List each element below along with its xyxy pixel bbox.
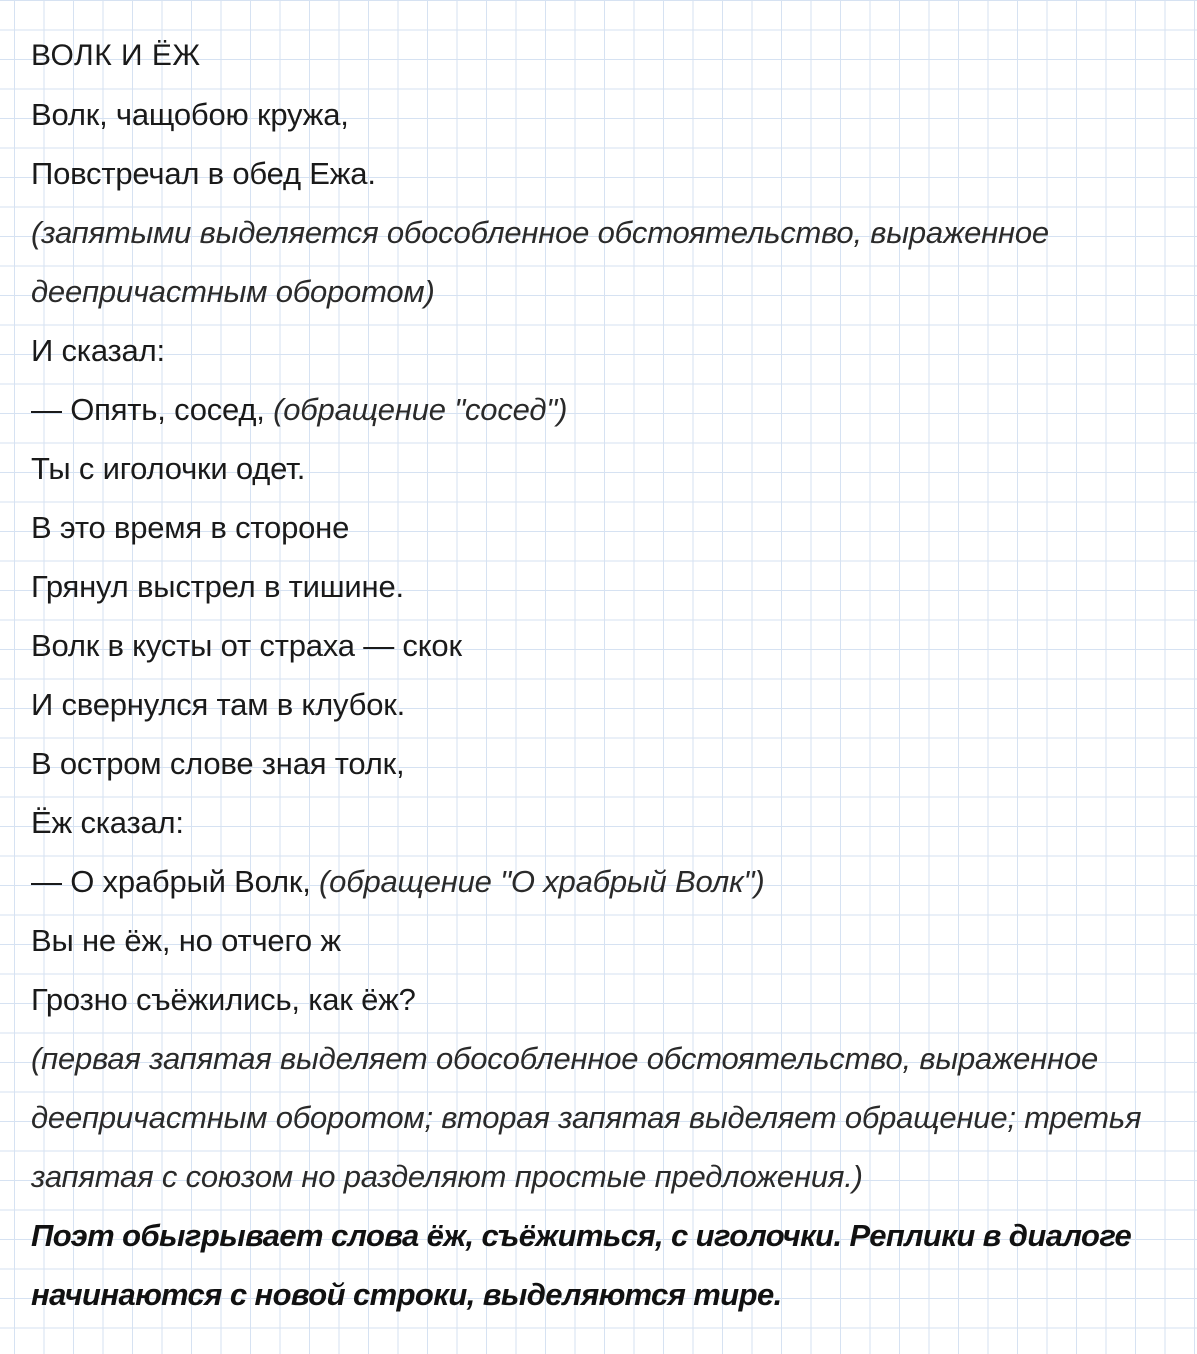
inline-grammar-note: (обращение "О храбрый Волк") [319, 864, 765, 899]
grammar-note: запятая с союзом но разделяют простые предложения.) [31, 1159, 863, 1194]
poem-line: И сказал: [31, 333, 165, 368]
grammar-note: деепричастным оборотом; вторая запятая выделяет обращение; третья [31, 1100, 1142, 1135]
poem-line: Вы не ёж, но отчего ж [31, 923, 341, 958]
poem-line: Ёж сказал: [31, 805, 184, 840]
poem-line: Грянул выстрел в тишине. [31, 569, 404, 604]
poem-line: И свернулся там в клубок. [31, 687, 406, 722]
conclusion-text: Поэт обыгрывает слова ёж, съёжиться, с иголочки. Реплики в диалоге [31, 1218, 1132, 1253]
poem-line: Повстречал в обед Ежа. [31, 156, 376, 191]
poem-line [31, 852, 1181, 911]
grammar-note: (первая запятая выделяет обособленное обстоятельство, выраженное [31, 1041, 1099, 1076]
poem-line: Волк в кусты от страха — скок [31, 628, 462, 663]
poem-line: В это время в стороне [31, 510, 350, 545]
grammar-note: (запятыми выделяется обособленное обстоятельство, выраженное [31, 215, 1049, 250]
poem-line-text: — Опять, сосед, [31, 392, 274, 427]
document-body [31, 26, 1181, 1324]
poem-line-text: — О храбрый Волк, [31, 864, 320, 899]
grammar-note: деепричастным оборотом) [31, 274, 435, 309]
poem-title: ВОЛК И ЁЖ [31, 39, 201, 72]
inline-grammar-note: (обращение "сосед") [273, 392, 568, 427]
poem-line: В остром слове зная толк, [31, 746, 405, 781]
conclusion-text: начинаются с новой строки, выделяются тире. [31, 1277, 782, 1312]
poem-line [31, 380, 1181, 439]
poem-line: Волк, чащобою кружа, [31, 97, 349, 132]
poem-line: Грозно съёжились, как ёж? [31, 982, 416, 1017]
poem-line: Ты с иголочки одет. [31, 451, 306, 486]
